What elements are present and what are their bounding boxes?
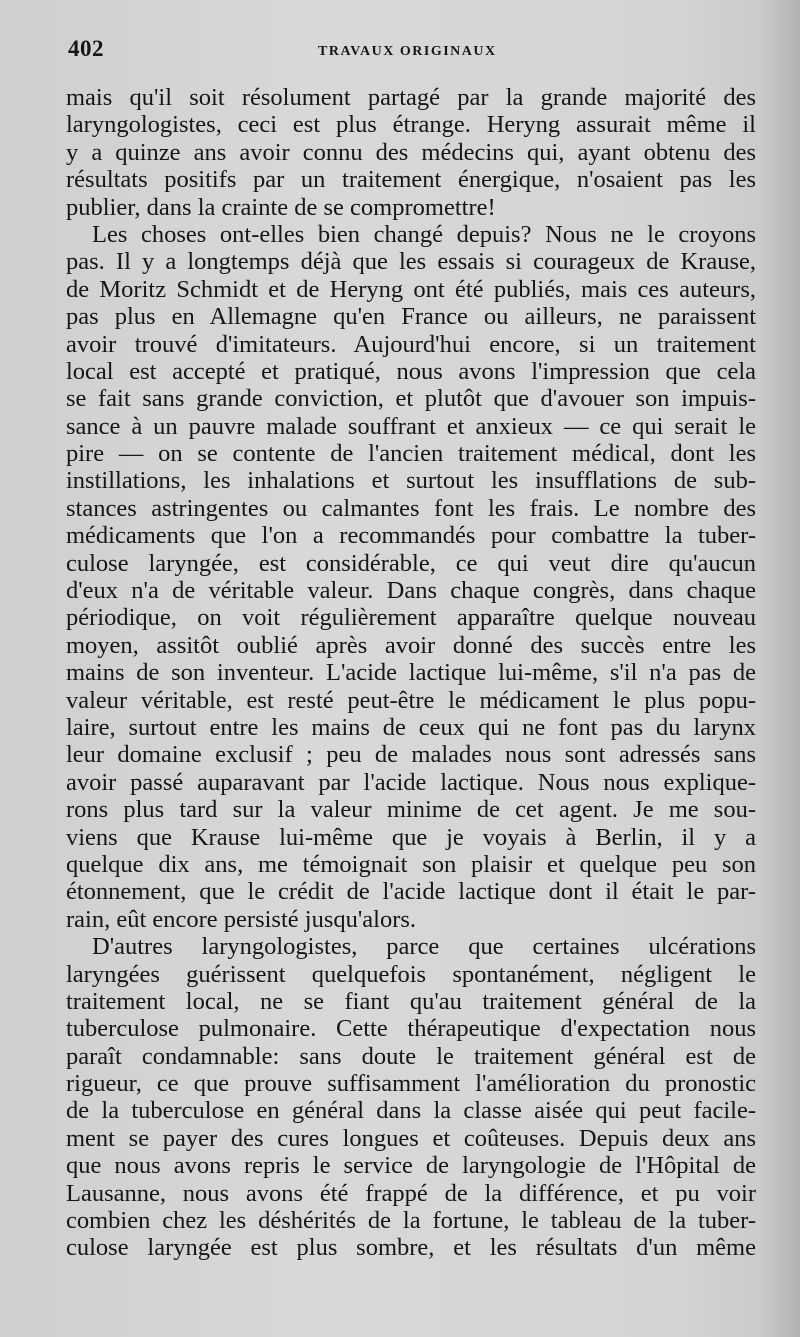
text-line: périodique, on voit régulièrement apparaître quelque nouveau — [66, 604, 756, 632]
text-line: que nous avons repris le service de laryngologie de l'Hôpital de — [66, 1152, 756, 1180]
text-line: combien chez les déshérités de la fortune, le tableau de la tuber- — [66, 1207, 756, 1235]
page-number: 402 — [68, 36, 104, 61]
text-line: traitement local, ne se fiant qu'au traitement général de la — [66, 987, 756, 1015]
text-line: avoir passé auparavant par l'acide lactique. Nous nous explique- — [66, 768, 756, 796]
text-line: moyen, assitôt oublié après avoir donné des succès entre les — [66, 631, 756, 659]
text-line: résultats positifs par un traitement énergique, n'osaient pas les — [66, 166, 756, 194]
text-line: mains de son inventeur. L'acide lactique lui-même, s'il n'a pas de — [66, 659, 756, 687]
text-line: local est accepté et pratiqué, nous avons l'impression que cela — [66, 357, 756, 385]
text-line: mais qu'il soit résolument partagé par la grande majorité des — [66, 84, 756, 111]
text-line: sance à un pauvre malade souffrant et anxieux — ce qui serait le — [66, 412, 756, 440]
text-line: Lausanne, nous avons été frappé de la différence, et pu voir — [66, 1179, 756, 1207]
text-line: culose laryngée est plus sombre, et les résultats d'un même — [66, 1234, 756, 1262]
text-line: y a quinze ans avoir connu des médecins qui, ayant obtenu des — [66, 138, 756, 166]
text-line: laire, surtout entre les mains de ceux qui ne font pas du larynx — [66, 713, 756, 741]
text-line: valeur véritable, est resté peut-être le médicament le plus popu- — [66, 686, 756, 714]
text-line: avoir trouvé d'imitateurs. Aujourd'hui encore, si un traitement — [66, 330, 756, 358]
text-line: quelque dix ans, me témoignait son plaisir et quelque peu son — [66, 850, 756, 878]
text-line: pire — on se contente de l'ancien traitement médical, dont les — [66, 440, 756, 468]
text-line: viens que Krause lui-même que je voyais à Berlin, il y a — [66, 823, 756, 851]
text-line: D'autres laryngologistes, parce que certaines ulcérations — [92, 933, 756, 961]
page-header — [68, 36, 740, 70]
text-line: tuberculose pulmonaire. Cette thérapeutique d'expectation nous — [66, 1015, 756, 1043]
text-line: de Moritz Schmidt et de Heryng ont été publiés, mais ces auteurs, — [66, 275, 756, 303]
text-line: Les choses ont-elles bien changé depuis? Nous ne le croyons — [92, 220, 756, 248]
text-line: paraît condamnable: sans doute le traitement général est de — [66, 1042, 756, 1070]
text-line: laryngées guérissent quelquefois spontanément, négligent le — [66, 960, 756, 988]
text-line: rons plus tard sur la valeur minime de cet agent. Je me sou- — [66, 796, 756, 824]
text-line: ment se payer des cures longues et coûteuses. Depuis deux ans — [66, 1124, 756, 1152]
text-line: rain, eût encore persisté jusqu'alors. — [66, 905, 417, 933]
text-line: publier, dans la crainte de se compromettre! — [66, 193, 496, 221]
body-text — [66, 84, 756, 1262]
text-line: stances astringentes ou calmantes font les frais. Le nombre des — [66, 494, 756, 522]
text-line: de la tuberculose en général dans la classe aisée qui peut facile- — [66, 1097, 756, 1125]
text-line: leur domaine exclusif ; peu de malades nous sont adressés sans — [66, 741, 756, 769]
text-line: médicaments que l'on a recommandés pour combattre la tuber- — [66, 522, 756, 550]
running-head: TRAVAUX ORIGINAUX — [318, 44, 497, 59]
text-line: d'eux n'a de véritable valeur. Dans chaque congrès, dans chaque — [66, 577, 756, 605]
text-line: culose laryngée, est considérable, ce qui veut dire qu'aucun — [66, 549, 756, 577]
text-line: se fait sans grande conviction, et plutôt que d'avouer son impuis- — [66, 385, 756, 413]
text-line: étonnement, que le crédit de l'acide lactique dont il était le par- — [66, 878, 756, 906]
text-line: instillations, les inhalations et surtout les insufflations de sub- — [66, 467, 756, 495]
text-line: pas. Il y a longtemps déjà que les essais si courageux de Krause, — [66, 248, 756, 276]
text-line: laryngologistes, ceci est plus étrange. Heryng assurait même il — [66, 111, 756, 139]
text-line: rigueur, ce que prouve suffisamment l'amélioration du pronostic — [66, 1070, 756, 1098]
text-line: pas plus en Allemagne qu'en France ou ailleurs, ne paraissent — [66, 303, 756, 331]
